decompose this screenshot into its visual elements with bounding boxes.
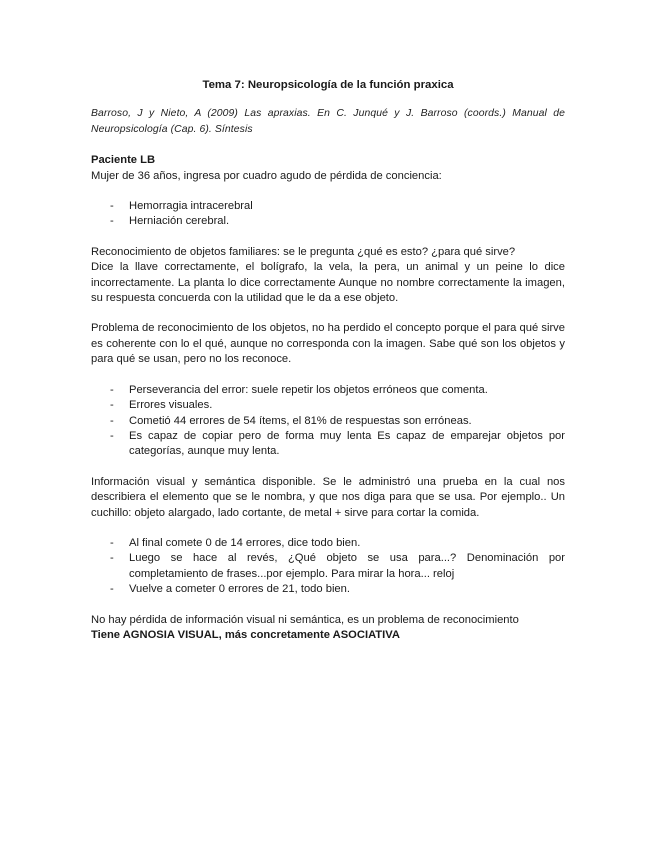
observations-list (91, 383, 565, 460)
paragraph-semantic-info: Información visual y semántica disponible. Se le administró una prueba en la cual nos describiera el elemento que se le nombra, y que nos diga para que se usa. Por ejemplo.. Un cuchillo: objeto alargado, lado cortante, de metal + sirve para cortar la comida. (91, 475, 565, 519)
final-diagnosis: Tiene AGNOSIA VISUAL, más concretamente ASOCIATIVA (91, 628, 400, 641)
patient-heading: Paciente LB (91, 154, 156, 167)
document-page (91, 78, 565, 643)
list-item: - Errores visuales. (110, 399, 213, 412)
list-item: - Hemorragia intracerebral (110, 200, 253, 213)
diagnosis-list (91, 199, 565, 230)
page-title: Tema 7: Neuropsicología de la función praxica (202, 79, 454, 91)
list-item: - Al final comete 0 de 14 errores, dice todo bien. (110, 536, 361, 549)
list-item: - Es capaz de copiar pero de forma muy lenta Es capaz de emparejar objetos por categorías, aunque muy lenta. (110, 429, 565, 458)
paragraph-recognition-result: Dice la llave correctamente, el bolígrafo, la vela, la pera, un animal y un peine lo dice incorrectamente. La planta lo dice correctamente Aunque no nombre correctamente la imagen, su respuesta concuerda con la utilidad que le da a ese objeto. (91, 261, 565, 305)
conclusion-text: No hay pérdida de información visual ni semántica, es un problema de reconocimiento (91, 613, 519, 626)
list-item: - Perseverancia del error: suele repetir los objetos erróneos que comenta. (110, 383, 488, 396)
patient-intro: Mujer de 36 años, ingresa por cuadro agudo de pérdida de conciencia: (91, 169, 442, 182)
reference-citation: Barroso, J y Nieto, A (2009) Las apraxias. En C. Junqué y J. Barroso (coords.) Manual de Neuropsicología (Cap. 6). Síntesis (91, 108, 565, 135)
paragraph-recognition-question: Reconocimiento de objetos familiares: se le pregunta ¿qué es esto? ¿para qué sirve? (91, 245, 516, 258)
test-results-list (91, 536, 565, 598)
list-item: - Vuelve a cometer 0 errores de 21, todo bien. (110, 583, 350, 596)
list-item: - Cometió 44 errores de 54 ítems, el 81% de respuestas son erróneas. (110, 414, 472, 427)
paragraph-recognition-problem: Problema de reconocimiento de los objetos, no ha perdido el concepto porque el para qué sirve es coherente con lo el qué, aunque no corresponda con la imagen. Sabe qué son los objetos y para qué se usan, pero no los reconoce. (91, 322, 565, 366)
list-item: - Luego se hace al revés, ¿Qué objeto se usa para...? Denominación por completamiento de frases...por ejemplo. Para mirar la hora... reloj (110, 552, 565, 580)
list-item: - Herniación cerebral. (110, 215, 230, 228)
